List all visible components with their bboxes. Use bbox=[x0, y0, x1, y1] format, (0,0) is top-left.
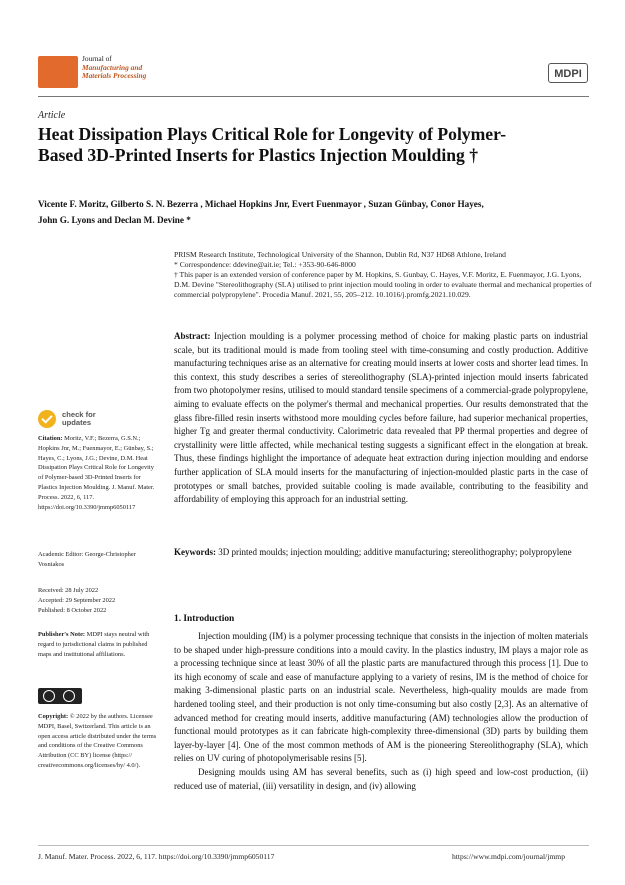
authors-line-1: Vicente F. Moritz, Gilberto S. N. Bezerra , Michael Hopkins Jnr, Evert Fuenmayor , Suzan Günbay, Conor Hayes, bbox=[38, 199, 484, 209]
conference-note: † This paper is an extended version of conference paper by M. Hopkins, S. Gunbay, C. Hayes, V.F. Moritz, E. Fuenmayor, J.G. Lyons, D.M. Devine "Stereolithography (SLA) utilised to print injection mould tooling in order to evaluate thermal and mechanical properties of commercial polypropylene". Procedia Manuf. 2021, 55, 205–212. 10.1016/j.promfg.2021.10.029. bbox=[174, 270, 592, 299]
accepted-date: Accepted: 29 September 2022 bbox=[38, 596, 116, 604]
citation: Citation: Moritz, V.F.; Bezerra, G.S.N.; Hopkins Jnr, M.; Fuenmayor, E.; Günbay, S.; Hayes, C.; Lyons, J.G.; Devine, D.M. Heat Dissipation Plays Critical Role for Longevity of Polymer-based 3D-Printed Inserts for Plastics Injection Moulding. J. Manuf. Mater. Process. 2022, 6, 117. https://doi.org/10.3390/jmmp6050117 bbox=[38, 435, 155, 511]
keywords-text: 3D printed moulds; injection moulding; additive manufacturing; stereolithography; polypropylene bbox=[218, 547, 572, 557]
mdpi-logo[interactable]: MDPI bbox=[548, 63, 588, 83]
footer-journal-link[interactable]: https://www.mdpi.com/journal/jmmp bbox=[452, 852, 565, 861]
check-for-updates-button[interactable]: check for updates bbox=[38, 410, 96, 428]
footer-citation[interactable]: J. Manuf. Mater. Process. 2022, 6, 117. https://doi.org/10.3390/jmmp6050117 bbox=[38, 852, 275, 861]
abstract-text: Injection moulding is a polymer processing method of choice for making plastic parts on industrial scale, but its traditional mould is made from tooling steel with time-consuming and costly production. Additive manufacturing techniques arise as an alternative for creating mould inserts at lower costs and shorter lead times. In this context, this study describes a series of stereolithography (SLA)-printed injection mould inserts fabricated from two photopolymer resins, utilised to mould standard tensile specimens of a commercial-grade polypropylene, aiming to evaluate effects on the polymer's thermal and mechanical properties. Our results demonstrated that the glass fibre-filled resin inserts withstood more moulding cycles before failure, had superior mechanical properties, higher Tg and greater thermal conductivity. Calorimetric data revealed that PP thermal properties and degree of crystallinity were little affected, while mechanical testing suggests a significant effect in the elongation at break. Thus, these findings highlight the importance of adequate heat extraction during injection moulding and endorse further application of SLA mould inserts for the manufacturing of injection-moulded plastic parts in the case of prototypes or small batches, provided suitable cooling is made available, contributing to the feasibility and affordability of employing this approach for an industrial setting. bbox=[174, 331, 589, 505]
authors-line-2: John G. Lyons and Declan M. Devine * bbox=[38, 214, 191, 225]
footer-divider bbox=[38, 845, 589, 846]
intro-paragraph-2: Designing moulds using AM has several benefits, such as (i) high speed and low-cost production, (ii) reduced use of material, (iii) versatility in design, and (iv) allowing bbox=[174, 766, 588, 791]
received-date: Received: 28 July 2022 bbox=[38, 587, 99, 594]
intro-body bbox=[174, 630, 588, 793]
keywords-label: Keywords: bbox=[174, 547, 216, 557]
abstract bbox=[174, 330, 588, 507]
article-type: Article bbox=[38, 110, 66, 121]
copyright: Copyright: © 2022 by the authors. Licensee MDPI, Basel, Switzerland. This article is an open access article distributed under the terms and conditions of the Creative Commons Attribution (CC BY) license (https:// creativecommons.org/licenses/by/ 4.0/). bbox=[38, 713, 157, 769]
abstract-label: Abstract: bbox=[174, 331, 211, 341]
academic-editor: Academic Editor: George-Christopher Vosniakos bbox=[38, 551, 136, 568]
affiliation-block bbox=[174, 250, 594, 300]
author-list bbox=[38, 197, 593, 228]
intro-paragraph-1: Injection moulding (IM) is a polymer processing technique that consists in the injection of molten materials to be shaped under high-pressure conditions into a mould cavity. In the plastics industry, IM plays a major role as a processing technique since at least 30% of all the plastic parts are manufactured through this process [1]. Due to its high economy of scale and ease of manufacture applying to a variety of resins, IM is the method of choice for making 3-dimensional plastic parts on an industrial scale. Nevertheless, high-quality moulds are made from hardened tooling steel, and their production is not only time-consuming but also costly [2,3]. As an alternative of advanced method for creating mould inserts, additive manufacturing (AM) technologies allow the production of functional mould prototypes as it can fabricate high-complexity three-dimensional (3D) parts by building them layer-by-layer [4]. One of the most common methods of AM is the pioneering Stereolithography (SLA), which relies on UV curing of photopolymerisable resins [5]. bbox=[174, 631, 588, 764]
affiliation: PRISM Research Institute, Technological University of the Shannon, Dublin Rd, N37 HD68 Athlone, Ireland bbox=[174, 250, 506, 259]
article-title: Heat Dissipation Plays Critical Role for Longevity of Polymer-Based 3D-Printed Inserts for Plastics Injection Moulding † bbox=[38, 124, 507, 165]
check-icon bbox=[38, 410, 56, 428]
keywords bbox=[174, 546, 588, 560]
published-date: Published: 8 October 2022 bbox=[38, 606, 107, 614]
dates bbox=[38, 586, 158, 615]
journal-logo-icon bbox=[38, 56, 78, 88]
header-divider bbox=[38, 96, 589, 97]
publisher-note: Publisher's Note: MDPI stays neutral with regard to jurisdictional claims in published maps and institutional affiliations. bbox=[38, 631, 150, 658]
correspondence: * Correspondence: ddevine@ait.ie; Tel.: +353-90-646-8000 bbox=[174, 260, 356, 269]
cc-by-license-icon[interactable] bbox=[38, 688, 82, 704]
journal-name[interactable]: Journal of Manufacturing and Materials Processing bbox=[82, 54, 147, 81]
section-heading: 1. Introduction bbox=[174, 614, 235, 624]
